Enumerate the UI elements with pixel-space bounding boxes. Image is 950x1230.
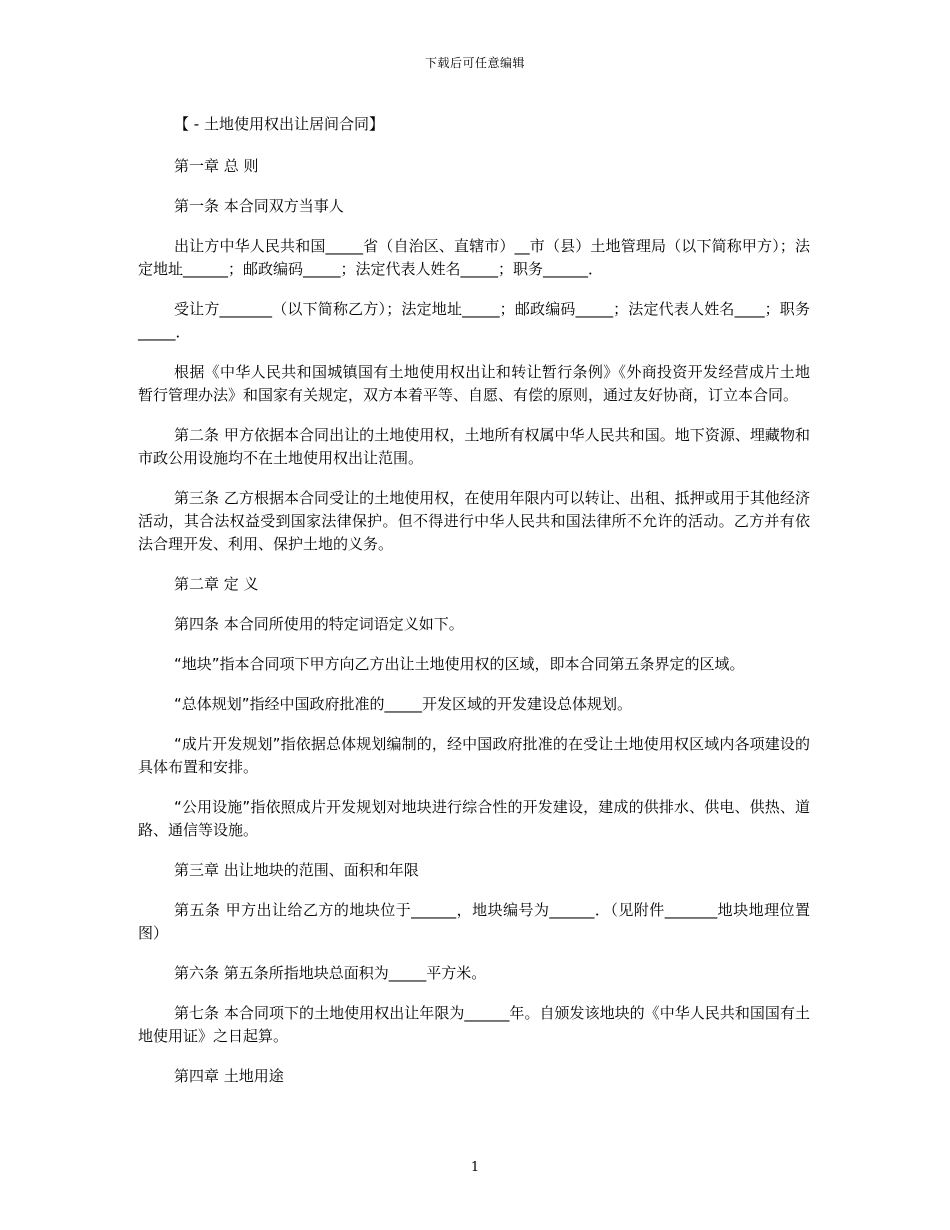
definition-area-plan: “成片开发规划”指依据总体规划编制的，经中国政府批准的在受让土地使用权区域内各项建设的具体布置和安排。 bbox=[138, 735, 810, 776]
article-2: 第二条 甲方依据本合同出让的土地使用权，土地所有权属中华人民共和国。地下资源、埋藏物和市政公用设施均不在土地使用权出让范围。 bbox=[138, 426, 810, 467]
paragraph-party-b: 受让方_______（以下简称乙方）；法定地址_____；邮政编码_____；法定代表人姓名____；职务_____． bbox=[138, 300, 810, 341]
article-7: 第七条 本合同项下的土地使用权出让年限为______年。自颁发该地块的《中华人民共和国国有土地使用证》之日起算。 bbox=[138, 1004, 810, 1045]
paragraph-basis: 根据《中华人民共和国城镇国有土地使用权出让和转让暂行条例》《外商投资开发经营成片土地暂行管理办法》和国家有关规定，双方本着平等、自愿、有偿的原则，通过友好协商，订立本合同。 bbox=[138, 363, 810, 404]
paragraph-party-a: 出让方中华人民共和国_____省（自治区、直辖市）__市（县）土地管理局（以下简称甲方）；法定地址______；邮政编码_____；法定代表人姓名_____；职务______． bbox=[138, 237, 810, 278]
definition-public-facilities: “公用设施”指依照成片开发规划对地块进行综合性的开发建设，建成的供排水、供电、供热、道路、通信等设施。 bbox=[138, 798, 810, 839]
page-header: 下载后可任意编辑 bbox=[424, 56, 525, 70]
article-3: 第三条 乙方根据本合同受让的土地使用权，在使用年限内可以转让、出租、抵押或用于其他经济活动，其合法权益受到国家法律保护。但不得进行中华人民共和国法律所不允许的活动。乙方并有依法合理开发、利用、保护土地的义务。 bbox=[138, 489, 810, 553]
definition-master-plan: “总体规划”指经中国政府批准的_____开发区域的开发建设总体规划。 bbox=[174, 695, 633, 713]
article-6: 第六条 第五条所指地块总面积为_____平方米。 bbox=[174, 964, 487, 982]
document-title: 【 - 土地使用权出让居间合同】 bbox=[174, 115, 384, 133]
article-4: 第四条 本合同所使用的特定词语定义如下。 bbox=[174, 615, 464, 633]
definition-plot: “地块”指本合同项下甲方向乙方出让土地使用权的区域，即本合同第五条界定的区域。 bbox=[174, 655, 745, 673]
chapter-heading: 第四章 土地用途 bbox=[174, 1067, 284, 1085]
chapter-heading: 第二章 定 义 bbox=[174, 575, 259, 593]
article-heading: 第一条 本合同双方当事人 bbox=[174, 197, 344, 215]
chapter-heading: 第三章 出让地块的范围、面积和年限 bbox=[174, 861, 419, 879]
page-number: 1 bbox=[470, 1160, 480, 1175]
article-5: 第五条 甲方出让给乙方的地块位于______，地块编号为______．（见附件_______地块地理位置图） bbox=[138, 901, 810, 942]
document-body bbox=[138, 113, 810, 1105]
chapter-heading: 第一章 总 则 bbox=[174, 157, 259, 175]
